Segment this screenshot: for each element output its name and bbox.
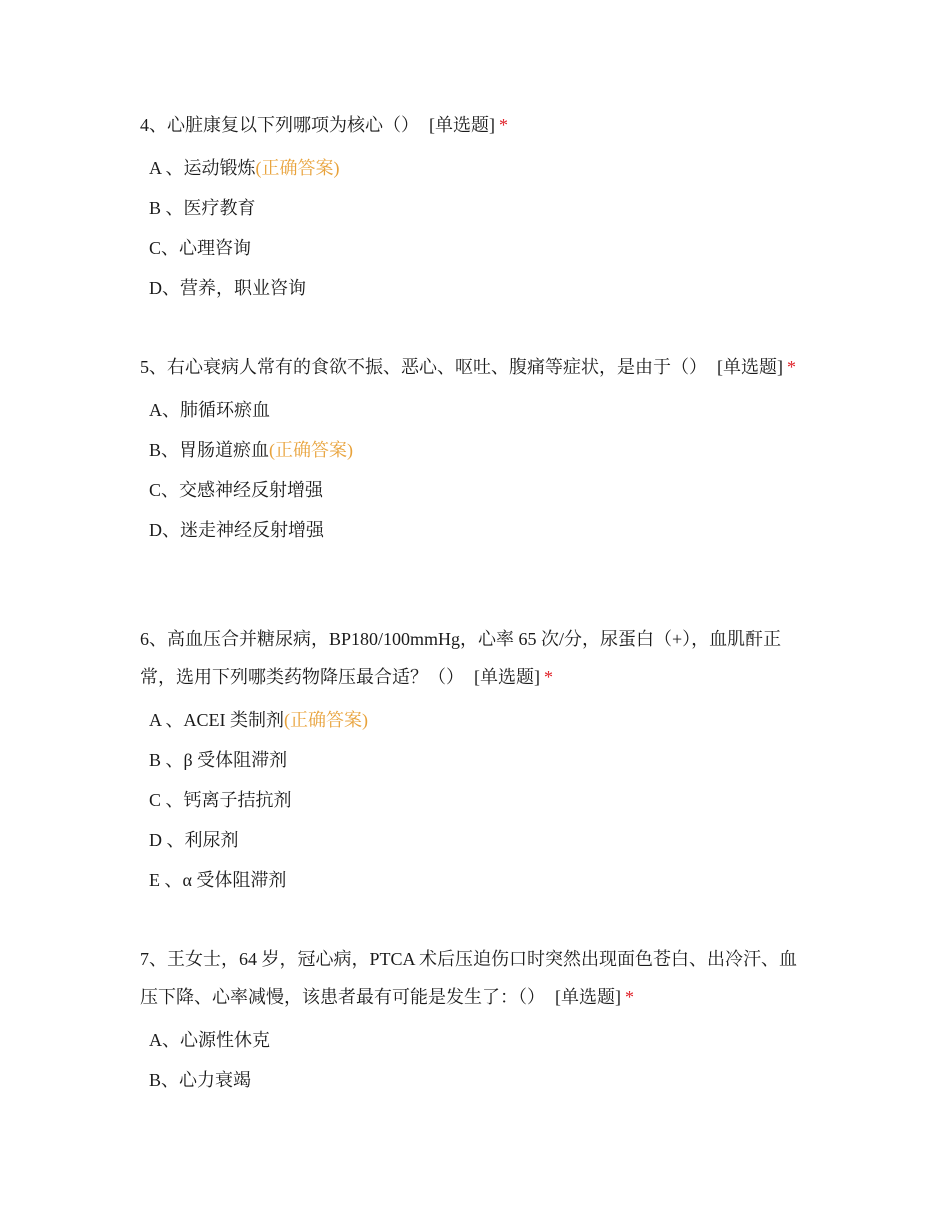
option-text: B 、医疗教育 — [149, 198, 256, 218]
correct-answer-label: (正确答案) — [269, 440, 354, 460]
option-text: A 、运动锻炼 — [149, 158, 256, 178]
option-b[interactable] — [149, 740, 805, 780]
question-text: 7、王女士，64 岁，冠心病，PTCA 术后压迫伤口时突然出现面色苍白、出冷汗、血压下降、心率减慢，该患者最有可能是发生了：（） — [140, 949, 798, 1007]
correct-answer-label: (正确答案) — [284, 710, 368, 730]
question-7 — [140, 940, 805, 1100]
question-type-label: [单选题] — [717, 357, 783, 377]
question-title — [140, 620, 805, 696]
option-text: C 、钙离子拮抗剂 — [149, 790, 292, 810]
option-list — [140, 700, 805, 900]
option-d[interactable] — [149, 510, 805, 550]
required-mark: * — [787, 357, 796, 377]
option-d[interactable] — [149, 268, 805, 308]
option-text: B、胃肠道瘀血 — [149, 440, 270, 460]
option-a[interactable] — [149, 700, 805, 740]
option-text: C、交感神经反射增强 — [149, 480, 324, 500]
option-text: C、心理咨询 — [149, 238, 252, 258]
question-text: 5、右心衰病人常有的食欲不振、恶心、呕吐、腹痛等症状，是由于（） — [140, 357, 707, 377]
option-c[interactable] — [149, 228, 805, 268]
required-mark: * — [544, 667, 553, 687]
option-text: B 、β 受体阻滞剂 — [149, 750, 288, 770]
option-text: B、心力衰竭 — [149, 1070, 252, 1090]
option-text: E 、α 受体阻滞剂 — [149, 870, 287, 890]
option-a[interactable] — [149, 1020, 805, 1060]
question-6 — [140, 620, 805, 900]
option-text: D、迷走神经反射增强 — [149, 520, 324, 540]
option-b[interactable] — [149, 430, 805, 470]
option-b[interactable] — [149, 1060, 805, 1100]
question-type-label: [单选题] — [555, 987, 621, 1007]
question-title — [140, 348, 805, 386]
option-list — [140, 1020, 805, 1100]
option-c[interactable] — [149, 780, 805, 820]
option-text: A、心源性休克 — [149, 1030, 270, 1050]
option-text: A、肺循环瘀血 — [149, 400, 270, 420]
option-b[interactable] — [149, 188, 805, 228]
option-list — [140, 390, 805, 550]
option-a[interactable] — [149, 390, 805, 430]
option-list — [140, 148, 805, 308]
question-5 — [140, 348, 805, 550]
question-text: 6、高血压合并糖尿病，BP180/100mmHg，心率 65 次/分，尿蛋白（+），血肌酐正常，选用下列哪类药物降压最合适？（） — [140, 629, 782, 687]
option-text: D 、利尿剂 — [149, 830, 239, 850]
question-text: 4、心脏康复以下列哪项为核心（） — [140, 115, 419, 135]
required-mark: * — [499, 115, 508, 135]
option-text: D、营养，职业咨询 — [149, 278, 306, 298]
option-e[interactable] — [149, 860, 805, 900]
option-c[interactable] — [149, 470, 805, 510]
option-d[interactable] — [149, 820, 805, 860]
question-type-label: [单选题] — [429, 115, 495, 135]
correct-answer-label: (正确答案) — [255, 158, 340, 178]
required-mark: * — [625, 987, 634, 1007]
question-type-label: [单选题] — [474, 667, 540, 687]
question-title — [140, 106, 805, 144]
question-title — [140, 940, 805, 1016]
question-4 — [140, 106, 805, 308]
option-text: A 、ACEI 类制剂 — [149, 710, 284, 730]
option-a[interactable] — [149, 148, 805, 188]
